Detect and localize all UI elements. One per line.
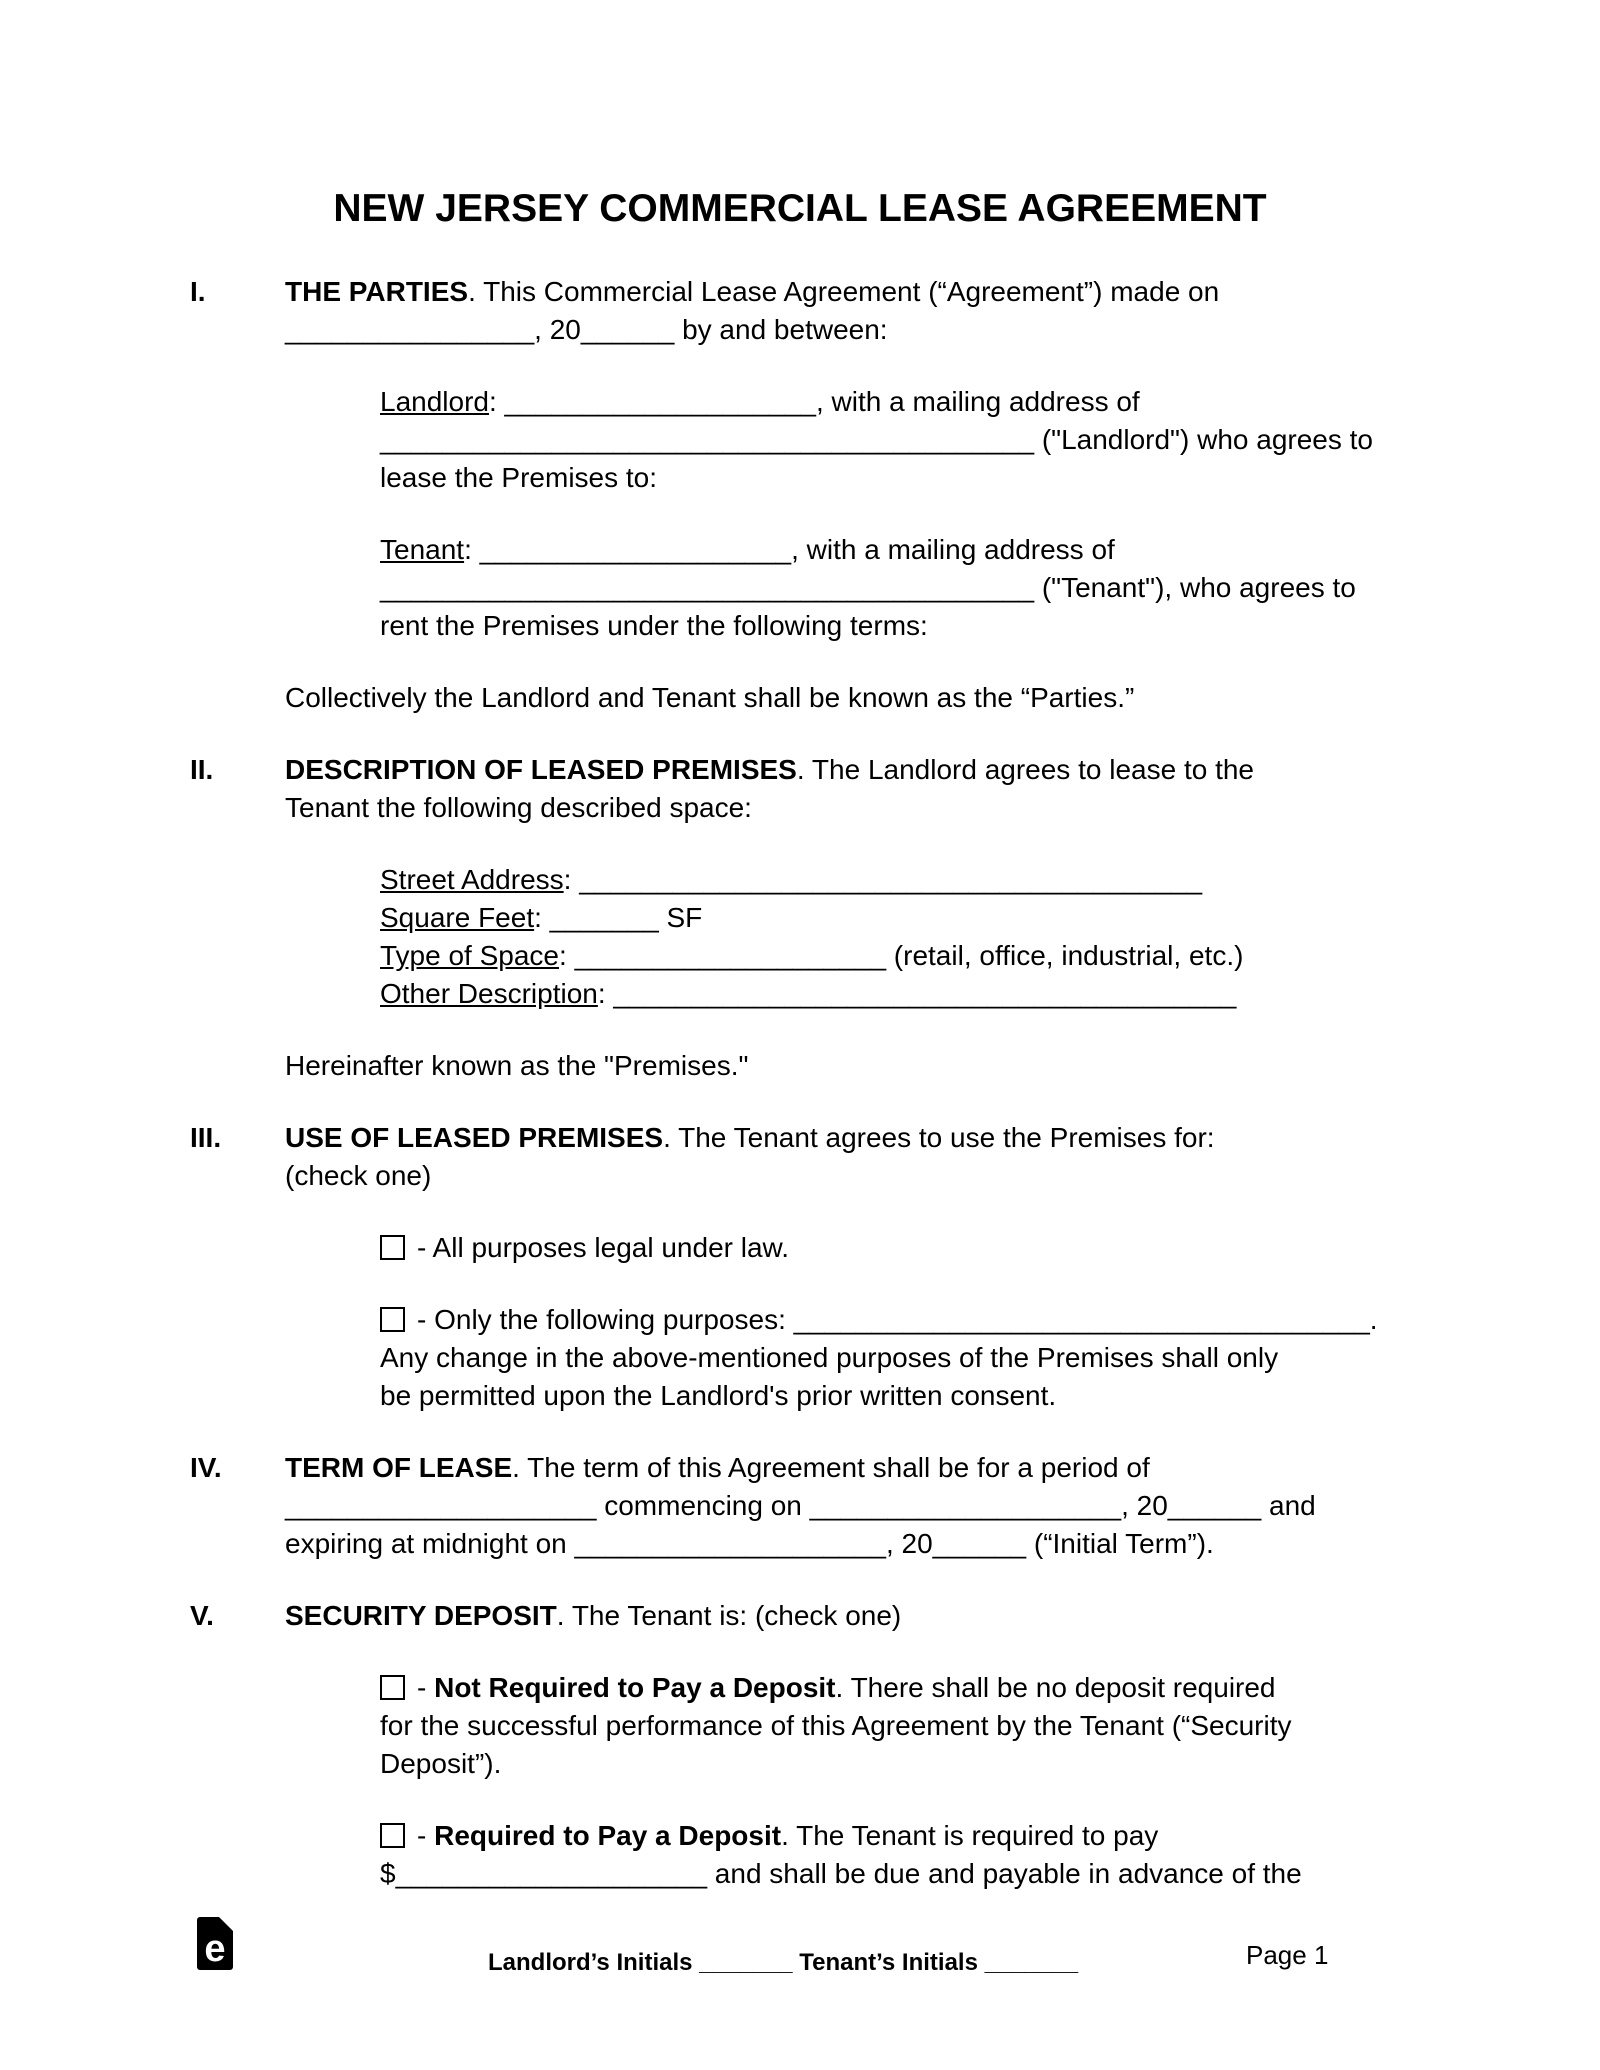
text-run: - xyxy=(417,1819,435,1851)
text-run: . The term of this Agreement shall be for a period of xyxy=(512,1451,1150,1483)
text-run: : ____________________, with a mailing address of xyxy=(464,533,1115,565)
checkbox-only-purposes xyxy=(380,1307,405,1332)
text-run: - xyxy=(417,1671,435,1703)
section-body xyxy=(285,1449,1430,1597)
text-line: Collectively the Landlord and Tenant shall be known as the “Parties.” xyxy=(285,681,1135,713)
term-clause xyxy=(285,1449,1430,1563)
text-run: - All purposes legal under law. xyxy=(417,1231,789,1263)
section-heading: TERM OF LEASE xyxy=(285,1451,513,1483)
landlord-initials-blank: _______ xyxy=(692,1949,800,1976)
text-run: . This Commercial Lease Agreement (“Agreement”) made on xyxy=(468,275,1220,307)
text-run: : ________________________________________ xyxy=(563,863,1203,895)
text-run: . There shall be no deposit required xyxy=(835,1671,1276,1703)
page-number: Page 1 xyxy=(1246,1940,1329,1970)
option-all-purposes xyxy=(380,1229,1430,1267)
text-line xyxy=(380,975,1430,1013)
text-line xyxy=(285,273,1430,311)
text-line xyxy=(285,751,1430,789)
text-line: ____________________ commencing on ____________________, 20______ and xyxy=(285,1489,1316,1521)
eforms-logo xyxy=(197,1917,233,1970)
text-line: expiring at midnight on ____________________, 20______ (“Initial Term”). xyxy=(285,1527,1214,1559)
section-numeral: II. xyxy=(190,753,214,785)
landlord-initials-label: Landlord’s Initials xyxy=(488,1949,693,1976)
text-line: __________________________________________ ("Tenant"), who agrees to xyxy=(380,571,1356,603)
section-body xyxy=(285,1119,1430,1449)
section-the-parties xyxy=(190,273,1430,751)
tenant-clause xyxy=(380,531,1430,645)
section-heading: USE OF LEASED PREMISES xyxy=(285,1121,664,1153)
collectively-clause xyxy=(285,679,1430,717)
field-label-landlord: Landlord xyxy=(380,385,489,417)
option-not-required-deposit xyxy=(380,1669,1430,1783)
document-content xyxy=(190,273,1430,1927)
text-line: Deposit”). xyxy=(380,1747,502,1779)
section-term-of-lease xyxy=(190,1449,1430,1597)
field-label-other-description: Other Description xyxy=(380,977,598,1009)
text-line: Tenant the following described space: xyxy=(285,791,752,823)
field-label-type-of-space: Type of Space xyxy=(380,939,560,971)
text-line: Hereinafter known as the "Premises." xyxy=(285,1049,749,1081)
text-line: Any change in the above-mentioned purposes of the Premises shall only xyxy=(380,1341,1279,1373)
field-label-square-feet: Square Feet xyxy=(380,901,535,933)
text-run: . The Tenant is required to pay xyxy=(781,1819,1159,1851)
option-required-deposit xyxy=(380,1817,1430,1893)
text-line: rent the Premises under the following terms: xyxy=(380,609,928,641)
section-body xyxy=(285,751,1430,1119)
section-use-of-premises xyxy=(190,1119,1430,1449)
text-line xyxy=(285,1597,1430,1635)
section-numeral: IV. xyxy=(190,1451,222,1483)
text-run: : ____________________, with a mailing address of xyxy=(488,385,1140,417)
section-heading: DESCRIPTION OF LEASED PREMISES xyxy=(285,753,797,785)
option-only-purposes xyxy=(380,1301,1430,1415)
tenant-initials-label: Tenant’s Initials xyxy=(799,1949,978,1976)
section-numeral: III. xyxy=(190,1121,222,1153)
parties-intro xyxy=(285,273,1430,349)
text-line: (check one) xyxy=(285,1159,432,1191)
text-line xyxy=(285,1449,1430,1487)
description-intro xyxy=(285,751,1430,827)
section-security-deposit xyxy=(190,1597,1430,1927)
section-body xyxy=(285,1597,1430,1927)
checkbox-all-purposes xyxy=(380,1235,405,1260)
field-label-tenant: Tenant xyxy=(380,533,465,565)
text-line xyxy=(380,531,1430,569)
text-line xyxy=(380,1301,1430,1339)
option-bold-label: Not Required to Pay a Deposit xyxy=(434,1671,836,1703)
text-line xyxy=(380,937,1430,975)
text-line xyxy=(285,1119,1430,1157)
deposit-intro xyxy=(285,1597,1430,1635)
text-run: : ________________________________________ xyxy=(597,977,1237,1009)
section-heading: THE PARTIES xyxy=(285,275,469,307)
text-run: . The Landlord agrees to lease to the xyxy=(796,753,1254,785)
section-body xyxy=(285,273,1430,751)
section-numeral: V. xyxy=(190,1599,214,1631)
option-bold-label: Required to Pay a Deposit xyxy=(434,1819,782,1851)
tenant-initials-blank: _______ xyxy=(977,1949,1079,1976)
text-run: . The Tenant agrees to use the Premises for: xyxy=(663,1121,1215,1153)
text-line xyxy=(380,899,1430,937)
text-line: lease the Premises to: xyxy=(380,461,658,493)
text-line xyxy=(380,1229,1430,1267)
text-line: for the successful performance of this Agreement by the Tenant (“Security xyxy=(380,1709,1292,1741)
text-line: __________________________________________ ("Landlord") who agrees to xyxy=(380,423,1373,455)
page-title: NEW JERSEY COMMERCIAL LEASE AGREEMENT xyxy=(333,187,1267,230)
text-line: ________________, 20______ by and between: xyxy=(285,313,888,345)
footer-initials-line xyxy=(488,1949,1078,1977)
text-line xyxy=(380,1817,1430,1855)
text-line xyxy=(380,383,1430,421)
hereinafter-clause xyxy=(285,1047,1430,1085)
text-line: $____________________ and shall be due and payable in advance of the xyxy=(380,1857,1302,1889)
checkbox-not-required-deposit xyxy=(380,1675,405,1700)
premises-fields xyxy=(380,861,1430,1013)
section-heading: SECURITY DEPOSIT xyxy=(285,1599,557,1631)
logo-letter: e xyxy=(204,1928,226,1970)
field-label-street-address: Street Address xyxy=(380,863,564,895)
text-run: : ____________________ (retail, office, industrial, etc.) xyxy=(559,939,1244,971)
text-run: : _______ SF xyxy=(534,901,703,933)
section-numeral: I. xyxy=(190,275,206,307)
text-run: - Only the following purposes: _____________________________________. xyxy=(417,1303,1378,1335)
text-run: . The Tenant is: (check one) xyxy=(556,1599,902,1631)
text-line: be permitted upon the Landlord's prior written consent. xyxy=(380,1379,1057,1411)
section-description-of-premises xyxy=(190,751,1430,1119)
use-intro xyxy=(285,1119,1430,1195)
checkbox-required-deposit xyxy=(380,1823,405,1848)
landlord-clause xyxy=(380,383,1430,497)
text-line xyxy=(380,861,1430,899)
text-line xyxy=(380,1669,1430,1707)
